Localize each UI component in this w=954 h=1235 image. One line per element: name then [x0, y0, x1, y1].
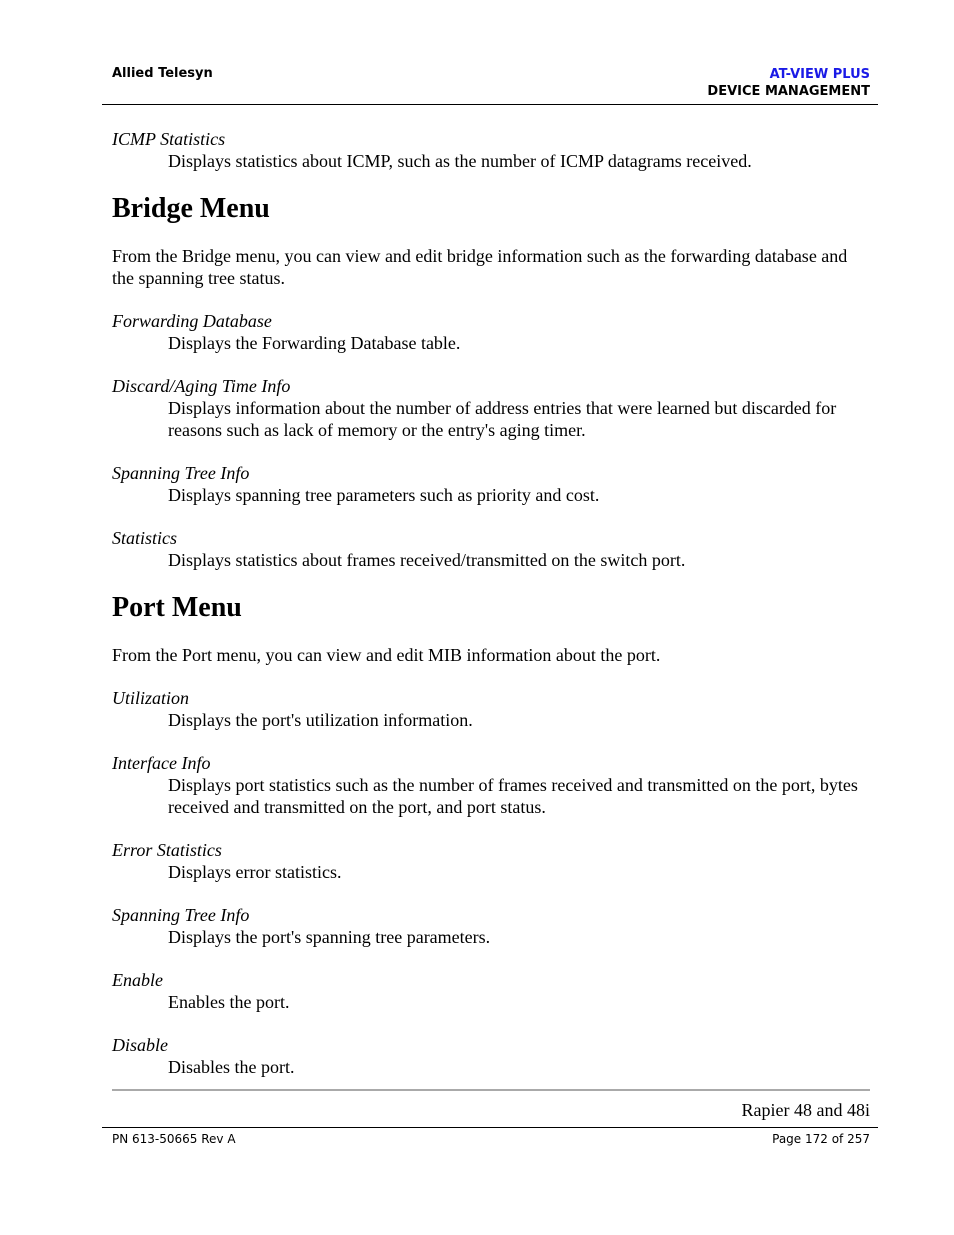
port-menu-intro: From the Port menu, you can view and edit MIB information about the port.	[112, 645, 661, 665]
port-entry-interface-info	[112, 752, 872, 818]
bridge-entry-spanning-tree	[112, 462, 872, 506]
port-entry-utilization	[112, 687, 872, 731]
entry-term: Enable	[112, 970, 163, 990]
footer-page-number: Page 172 of 257	[772, 1132, 870, 1146]
entry-definition: Displays port statistics such as the number of frames received and transmitted on the port, bytes received and transmitted on the port, and port status.	[168, 775, 858, 817]
entry-definition: Displays error statistics.	[168, 862, 342, 882]
port-entry-disable	[112, 1034, 872, 1078]
entry-term: Spanning Tree Info	[112, 905, 250, 925]
header-section: DEVICE MANAGEMENT	[707, 84, 870, 99]
bridge-entry-forwarding-database	[112, 310, 872, 354]
entry-term: Interface Info	[112, 753, 211, 773]
entry-term: Statistics	[112, 528, 178, 548]
entry-definition: Displays the Forwarding Database table.	[168, 333, 461, 353]
entry-term: Utilization	[112, 688, 190, 708]
header-product: AT-VIEW PLUS	[769, 67, 870, 82]
entry-definition: Displays statistics about ICMP, such as the number of ICMP datagrams received.	[168, 151, 752, 171]
footer-product: Rapier 48 and 48i	[741, 1100, 870, 1120]
header-company: Allied Telesyn	[112, 66, 213, 81]
entry-definition: Enables the port.	[168, 992, 290, 1012]
port-entry-spanning-tree	[112, 904, 872, 948]
entry-definition: Disables the port.	[168, 1057, 295, 1077]
page-content	[112, 128, 872, 1099]
entry-term: Forwarding Database	[112, 311, 272, 331]
entry-term: Disable	[112, 1035, 168, 1055]
icmp-statistics-entry	[112, 128, 872, 172]
entry-term: Error Statistics	[112, 840, 222, 860]
entry-definition: Displays spanning tree parameters such as priority and cost.	[168, 485, 600, 505]
entry-definition: Displays the port's utilization information.	[168, 710, 473, 730]
port-menu-heading: Port Menu	[112, 592, 242, 623]
entry-definition: Displays information about the number of address entries that were learned but discarded for reasons such as lack of memory or the entry's aging timer.	[168, 398, 837, 440]
header-divider	[102, 104, 878, 105]
footer-part-number: PN 613-50665 Rev A	[112, 1132, 236, 1146]
bridge-entry-statistics	[112, 527, 872, 571]
entry-term: Spanning Tree Info	[112, 463, 250, 483]
entry-definition: Displays statistics about frames received/transmitted on the switch port.	[168, 550, 686, 570]
port-entry-error-statistics	[112, 839, 872, 883]
entry-term: Discard/Aging Time Info	[112, 376, 291, 396]
footer-divider-bottom	[102, 1127, 878, 1128]
bridge-menu-intro: From the Bridge menu, you can view and edit bridge information such as the forwarding database and the spanning tree status.	[112, 246, 848, 288]
entry-term: ICMP Statistics	[112, 129, 226, 149]
bridge-menu-heading: Bridge Menu	[112, 193, 270, 224]
bridge-entry-discard-aging	[112, 375, 872, 441]
header-right	[707, 66, 870, 100]
port-entry-enable	[112, 969, 872, 1013]
entry-definition: Displays the port's spanning tree parameters.	[168, 927, 491, 947]
footer-divider-top	[112, 1089, 870, 1091]
